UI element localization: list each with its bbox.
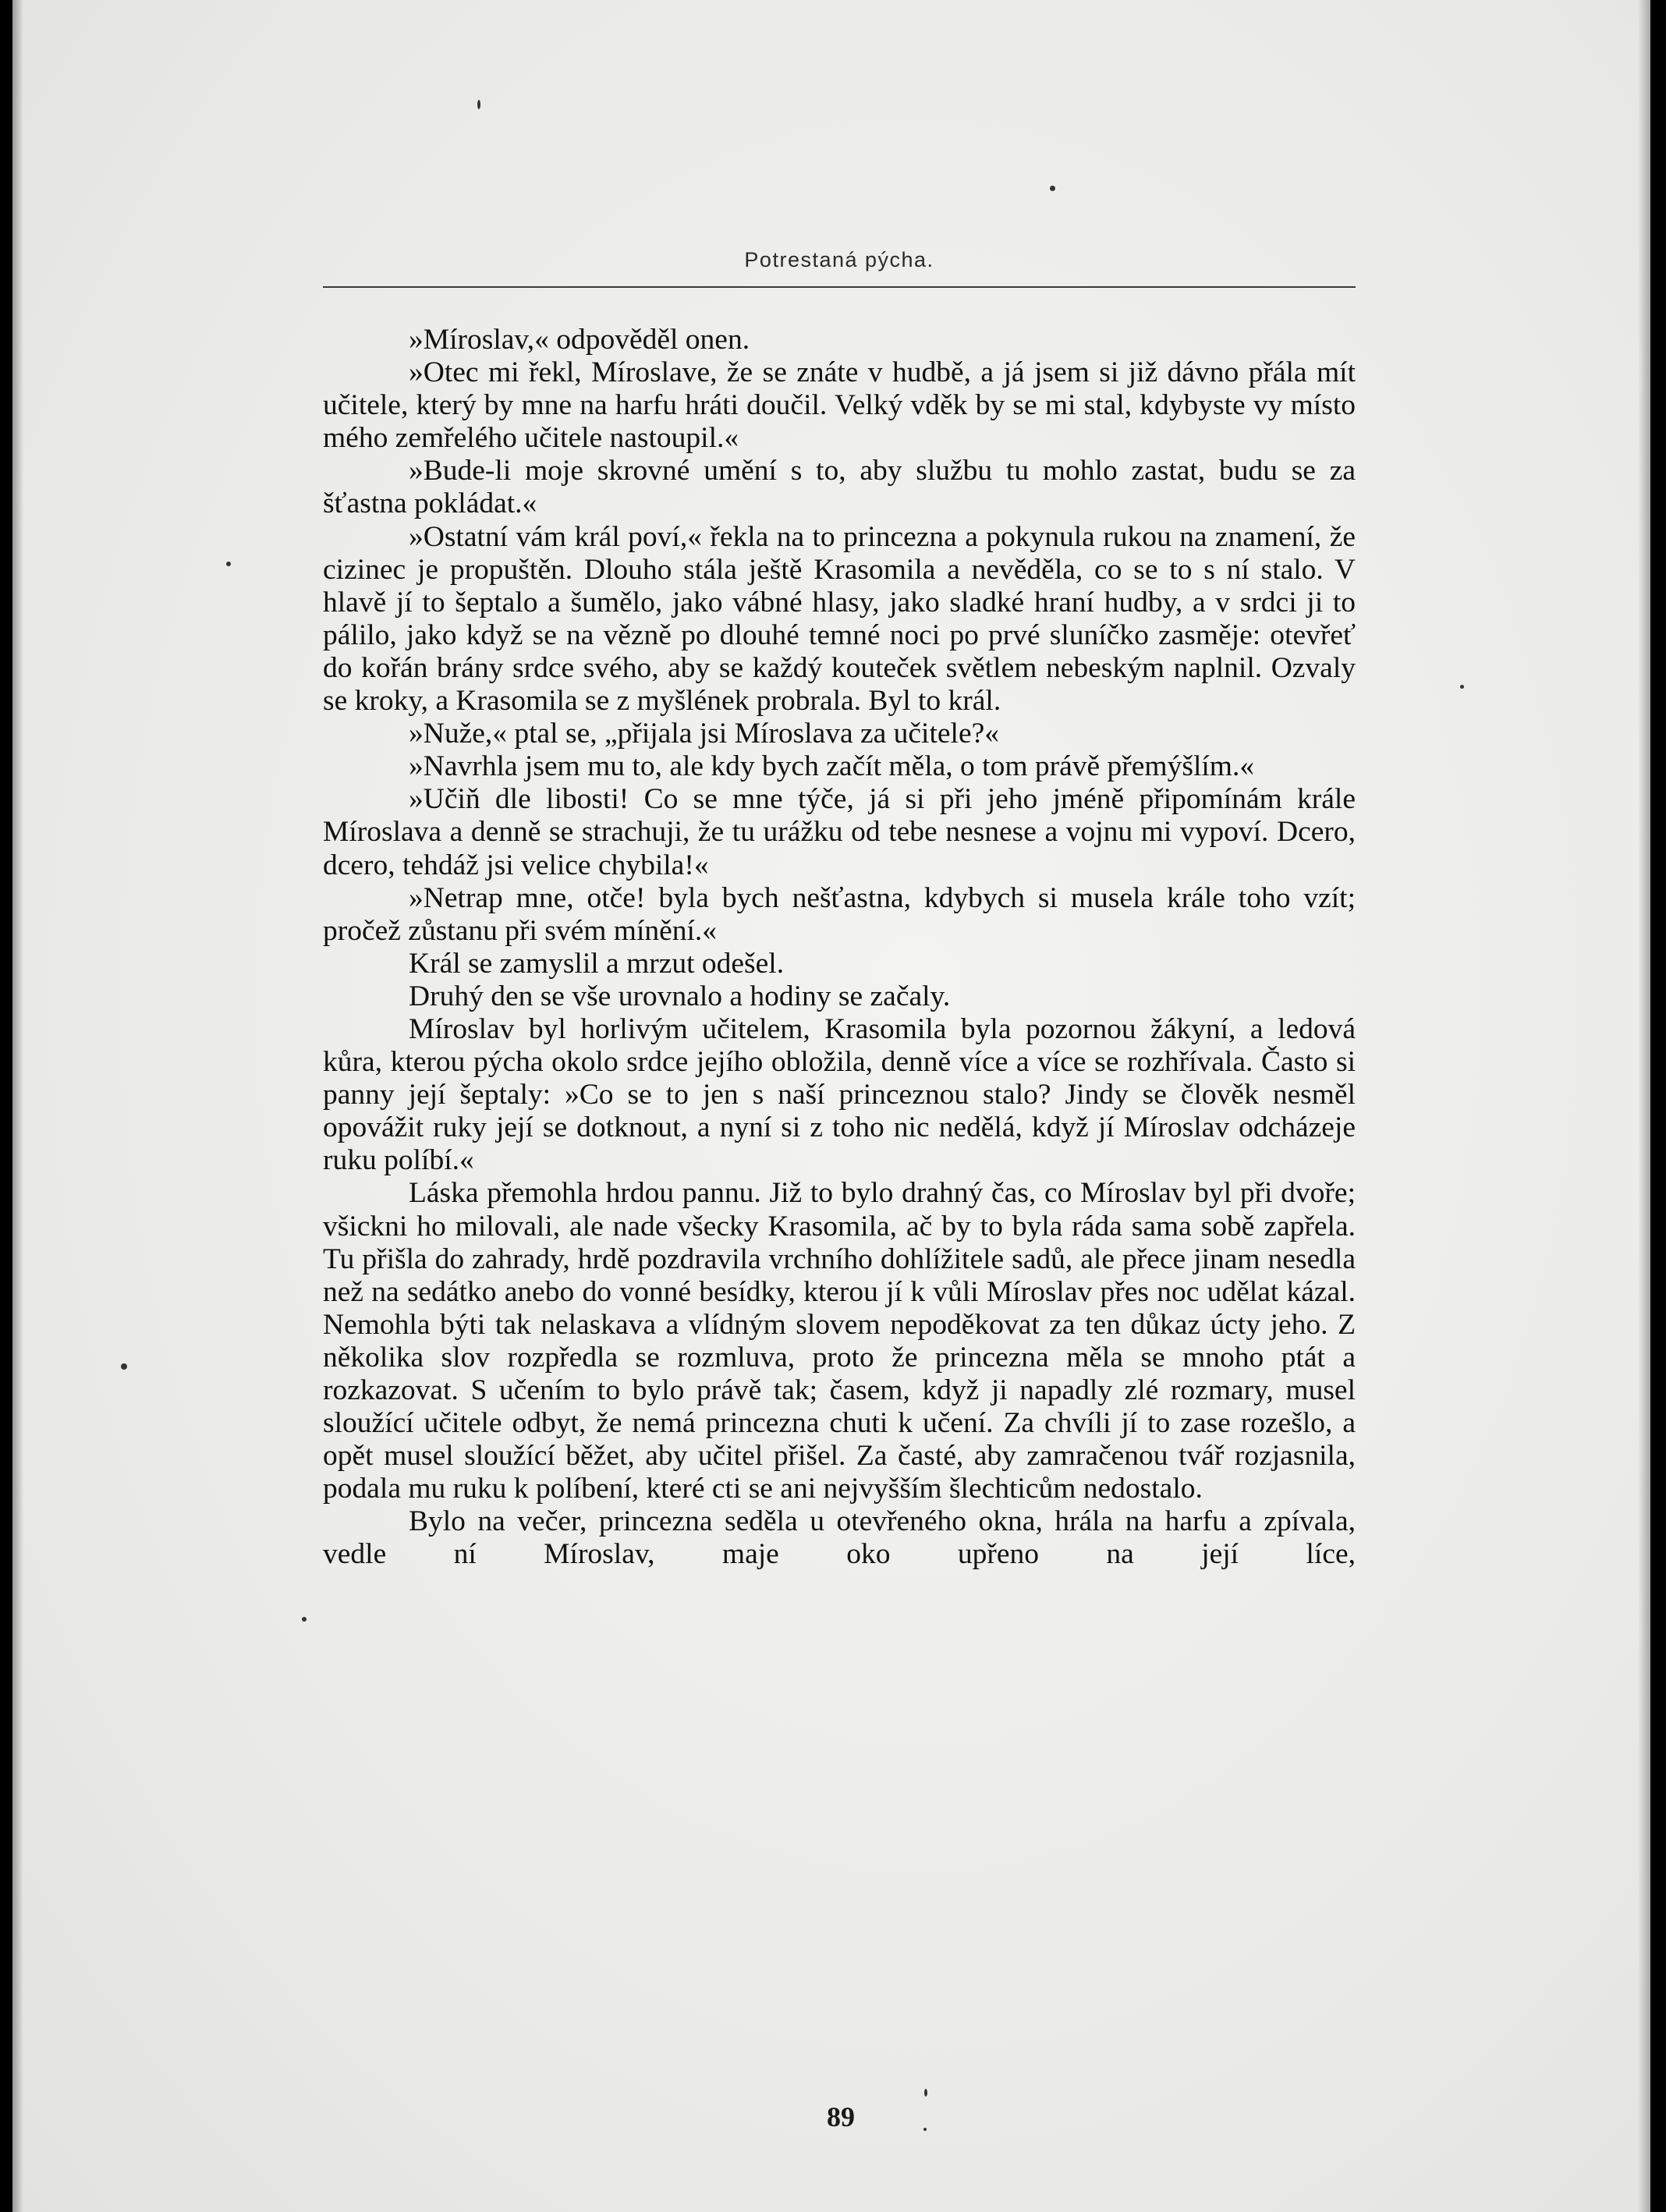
dust-speck bbox=[226, 562, 231, 566]
dust-speck bbox=[1050, 186, 1055, 191]
page-number: 89 bbox=[827, 2101, 855, 2132]
paragraph: »Netrap mne, otče! byla bych nešťastna, kdybych si musela krále toho vzít; pročež zůstanu při svém mínění.« bbox=[323, 881, 1356, 947]
dust-speck bbox=[1460, 685, 1464, 689]
paragraph: Láska přemohla hrdou pannu. Již to bylo drahný čas, co Míroslav byl při dvoře; všickni ho milovali, ale nade všecky Krasomila, ač by to byla ráda sama sobě zapřela. Tu přišla do zahrady, hrdě pozdravila vrchního dohlížitele sadů, ale přece jinam nesedla než na sedátko anebo do vonné besídky, kterou jí k vůli Míroslav přes noc udělat kázal. Nemohla býti tak nelaskava a vlídným slovem nepoděkovat za ten důkaz úcty jeho. Z několika slov rozpředla se rozmluva, proto že princezna měla se mnoho ptát a rozkazovat. S učením to bylo právě tak; časem, když ji napadly zlé rozmary, musel sloužící učitele odbyt, že nemá princezna chuti k učení. Za chvíli jí to zase rozešlo, a opět musel sloužící běžet, aby učitel přišel. Za časté, aby zamračenou tvář rozjasnila, podala mu ruku k políbení, které cti se ani nejvyšším šlechticům nedostalo. bbox=[323, 1177, 1356, 1505]
dust-speck bbox=[923, 2128, 927, 2131]
paragraph: »Ostatní vám král poví,« řekla na to princezna a pokynula rukou na znamení, že cizinec je propuštěn. Dlouho stála ještě Krasomila a nevěděla, co se to s ní stalo. V hlavě jí to šeptalo a šumělo, jako vábné hlasy, jako sladké hraní hudby, a v srdci ji to pálilo, jako když se na vězně po dlouhé temné noci po prvé sluníčko zasměje: otevřeť do kořán brány srdce svého, aby se každý koutеček světlem nebeským naplnil. Ozvaly se kroky, a Krasomila se z myšlének probrala. Byl to král. bbox=[323, 520, 1356, 718]
paragraph: Bylo na večer, princezna seděla u otevřeného okna, hrála na harfu a zpívala, vedle ní Míroslav, maje oko upřeno na její líce, bbox=[323, 1505, 1356, 1571]
scan-edge-right bbox=[1650, 0, 1666, 2212]
paragraph: Druhý den se vše urovnalo a hodiny se začaly. bbox=[409, 980, 951, 1012]
running-title: Potrestaná pýcha. bbox=[744, 248, 934, 271]
paragraph: Míroslav byl horlivým učitelem, Krasomila byla pozornou žákyní, a ledová kůra, kterou pýcha okolo srdce jejího obložila, denně více a více se rozhřívala. Často si panny její šeptaly: »Co se to jen s naší princeznou stalo? Jindy se člověk nesměl opovážit ruky její se dotknout, a nyní si z toho nic nedělá, když jí Míroslav odcházeje ruku políbí.« bbox=[323, 1012, 1356, 1177]
scan-shadow-right bbox=[1638, 0, 1650, 2212]
paragraph: »Bude-li moje skrovné umění s to, aby službu tu mohlo zastat, budu se za šťastna pokládat.« bbox=[323, 455, 1356, 520]
paragraph: »Učiň dle libosti! Co se mne týče, já si při jeho jméně připomínám krále Míroslava a denně se strachuji, že tu urážku od tebe nesnese a vojnu mi vypoví. Dcero, dcero, tehdáž jsi velice chybila!« bbox=[323, 783, 1356, 881]
dust-speck bbox=[924, 2089, 927, 2097]
header-rule bbox=[323, 286, 1356, 288]
paragraph: »Míroslav,« odpověděl onen. bbox=[409, 324, 750, 356]
dust-speck bbox=[302, 1617, 307, 1622]
paragraph: Král se zamyslil a mrzut odešel. bbox=[409, 947, 785, 980]
dust-speck bbox=[477, 100, 480, 109]
paragraph: »Navrhla jsem mu to, ale kdy bych začít měla, o tom právě přemýšlím.« bbox=[409, 750, 1255, 783]
dust-speck bbox=[121, 1363, 127, 1370]
scan-edge-left bbox=[0, 0, 12, 2212]
scan-shadow-left bbox=[12, 0, 23, 2212]
body-text bbox=[323, 324, 1356, 1572]
paragraph: »Nuže,« ptal se, „přijala jsi Míroslava za učitele?« bbox=[409, 718, 999, 750]
paragraph: »Otec mi řekl, Míroslave, že se znáte v hudbě, a já jsem si již dávno přála mít učitele, který by mne na harfu hráti doučil. Velký vděk by se mi stal, kdybyste vy místo mého zemřelého učitele nastoupil.« bbox=[323, 356, 1356, 455]
